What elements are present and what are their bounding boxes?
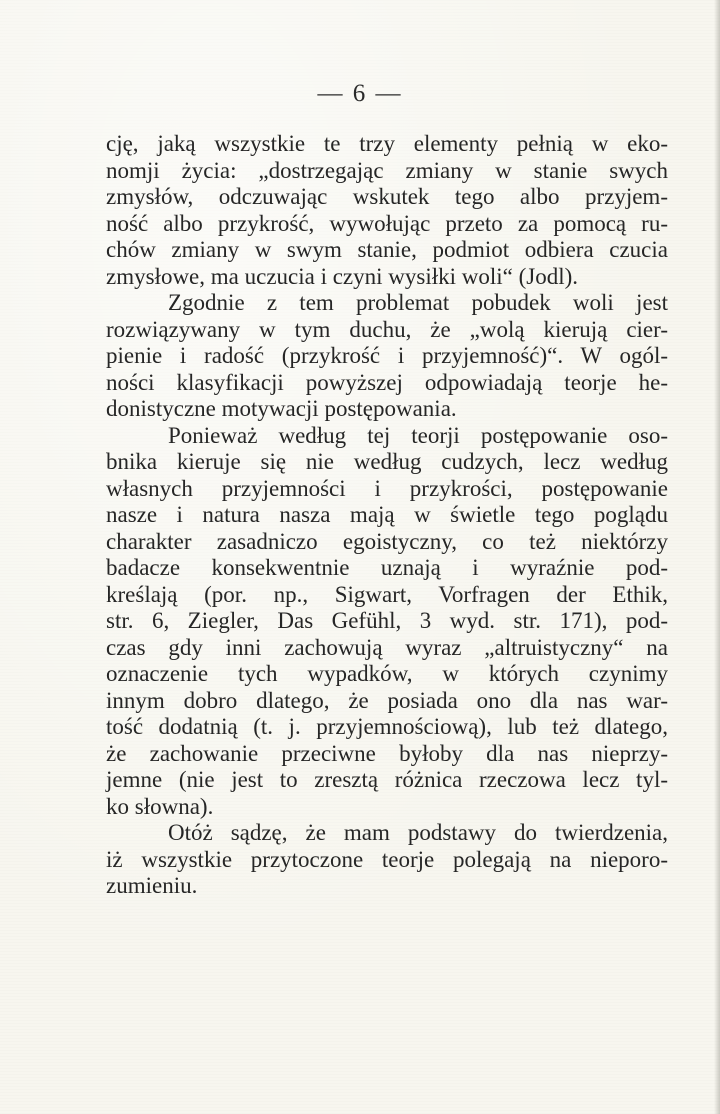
text-line: cję, jaką wszystkie te trzy elementy pełnią w eko- (106, 131, 668, 156)
text-line: oznaczenie tych wypadków, w których czynimy (106, 661, 668, 686)
text-line: ko słowna). (106, 793, 214, 819)
paragraph (106, 423, 668, 821)
text-line: pienie i radość (przykrość i przyjemność)“. W ogól- (106, 343, 668, 368)
page-number: — 6 — (317, 80, 403, 107)
paragraph (106, 820, 668, 900)
text-line: ność albo przykrość, wywołując przeto za pomocą ru- (106, 210, 668, 236)
text-line: iż wszystkie przytoczone teorje polegają na nieporo- (106, 846, 668, 872)
page-edge-shadow (714, 0, 720, 1114)
text-line: donistyczne motywacji postępowania. (106, 396, 457, 421)
text-line: chów zmiany w swym stanie, podmiot odbiera czucia (106, 237, 668, 262)
text-line: zmysłowe, ma uczucia i czyni wysiłki woli“ (Jodl). (106, 263, 579, 289)
text-line: Zgodnie z tem problemat pobudek woli jest (168, 290, 668, 315)
text-line: zmysłów, odczuwając wskutek tego albo przyjem- (106, 184, 668, 209)
text-line: ności klasyfikacji powyższej odpowiadają teorje he- (106, 369, 668, 395)
text-line: że zachowanie przeciwne byłoby dla nas nieprzy- (106, 740, 668, 766)
text-line: badacze konsekwentnie uznają i wyraźnie pod- (106, 555, 668, 580)
text-line: rozwiązywany w tym duchu, że „wolą kierują cier- (106, 316, 668, 342)
text-line: czas gdy inni zachowują wyraz „altruistyczny“ na (106, 634, 668, 660)
text-line: jemne (nie jest to zresztą różnica rzeczowa lecz tyl- (106, 767, 668, 792)
text-line: kreślają (por. np., Sigwart, Vorfragen der Ethik, (106, 581, 668, 607)
paragraph (106, 290, 668, 423)
text-line: charakter zasadniczo egoistyczny, co też niektórzy (106, 528, 668, 554)
text-line: bnika kieruje się nie według cudzych, lecz według (106, 449, 668, 474)
text-line: nasze i natura nasza mają w świetle tego poglądu (106, 502, 668, 527)
text-line: nomji życia: „dostrzegając zmiany w stanie swych (106, 157, 668, 183)
text-line: Otóż sądzę, że mam podstawy do twierdzenia, (168, 820, 668, 845)
paragraph (106, 131, 668, 290)
body-text (106, 131, 668, 900)
text-line: Ponieważ według tej teorji postępowanie oso- (168, 422, 668, 448)
text-line: innym dobro dlatego, że posiada ono dla nas war- (106, 687, 668, 713)
text-line: własnych przyjemności i przykrości, postępowanie (106, 475, 668, 501)
text-line: tość dodatnią (t. j. przyjemnościową), lub też dlatego, (106, 714, 668, 739)
text-line: str. 6, Ziegler, Das Gefühl, 3 wyd. str. 171), pod- (106, 608, 668, 633)
text-line: zumieniu. (106, 873, 198, 898)
